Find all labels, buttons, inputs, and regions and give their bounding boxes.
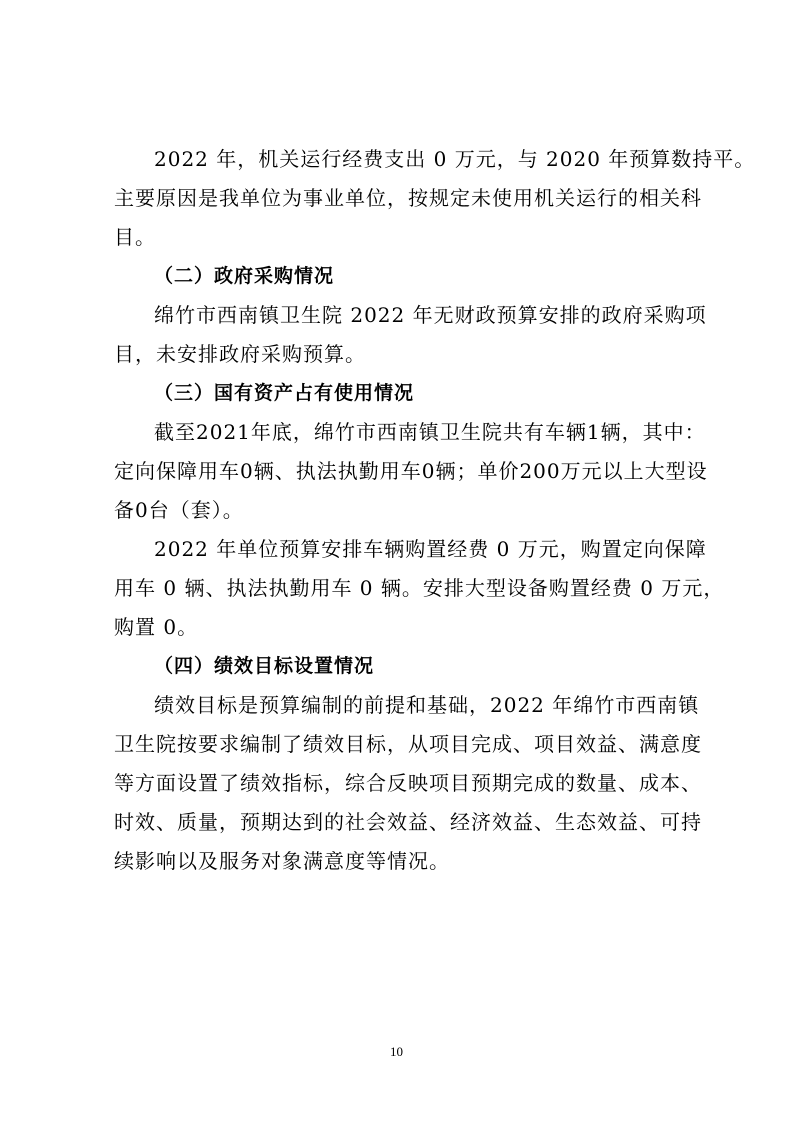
- paragraph-vehicle-purchase-budget: [114, 530, 725, 647]
- page-number: 10: [390, 1044, 403, 1059]
- text-line: 截至2021年底，绵竹市西南镇卫生院共有车辆1辆，其中：: [154, 420, 706, 444]
- text-line: 绩效目标是预算编制的前提和基础，2022 年绵竹市西南镇: [154, 693, 700, 717]
- paragraph-performance-targets: [114, 686, 702, 881]
- text-line: 备0台（套）。: [114, 498, 244, 522]
- paragraph-government-procurement: [114, 296, 707, 374]
- text-line: 定向保障用车0辆、执法执勤用车0辆；单价200万元以上大型设: [114, 459, 708, 483]
- text-line: 2022 年单位预算安排车辆购置经费 0 万元，购置定向保障: [154, 537, 707, 561]
- section-heading-government-procurement: （二）政府采购情况: [154, 265, 335, 287]
- section-heading-state-assets: （三）国有资产占有使用情况: [154, 382, 415, 404]
- text-line: 主要原因是我单位为事业单位，按规定未使用机关运行的相关科: [114, 186, 702, 210]
- text-line: 用车 0 辆、执法执勤用车 0 辆。安排大型设备购置经费 0 万元，: [114, 576, 725, 600]
- text-line: 续影响以及服务对象满意度等情况。: [114, 849, 450, 873]
- text-line: 目，未安排政府采购预算。: [114, 342, 366, 366]
- paragraph-vehicles-owned: [114, 413, 708, 530]
- text-line: 2022 年，机关运行经费支出 0 万元，与 2020 年预算数持平。: [154, 147, 756, 171]
- paragraph-operating-expenses: [114, 140, 756, 257]
- text-line: 卫生院按要求编制了绩效目标，从项目完成、项目效益、满意度: [114, 732, 702, 756]
- text-line: 等方面设置了绩效指标，综合反映项目预期完成的数量、成本、: [114, 771, 702, 795]
- section-heading-performance-targets: （四）绩效目标设置情况: [154, 655, 375, 677]
- text-line: 时效、质量，预期达到的社会效益、经济效益、生态效益、可持: [114, 810, 702, 834]
- text-line: 目。: [114, 225, 156, 249]
- text-line: 绵竹市西南镇卫生院 2022 年无财政预算安排的政府采购项: [154, 303, 707, 327]
- text-line: 购置 0。: [114, 615, 199, 639]
- document-body: [114, 140, 756, 881]
